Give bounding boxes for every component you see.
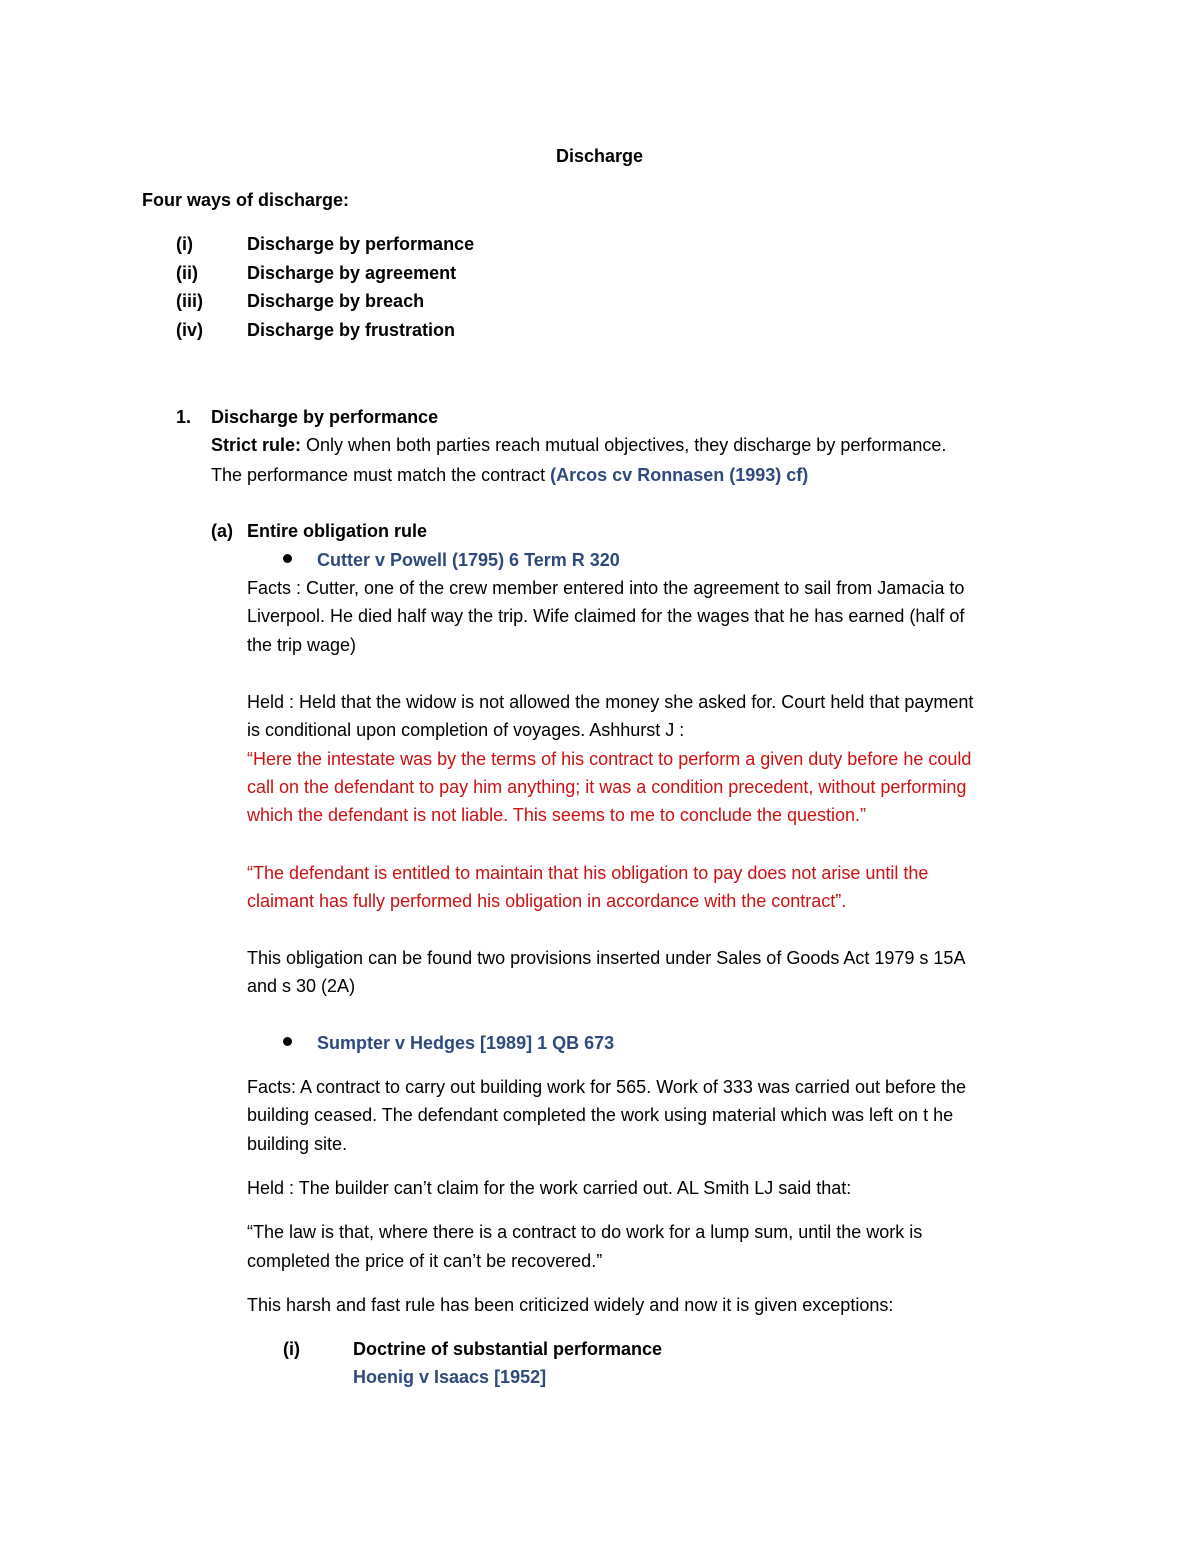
list-item: Discharge by agreement xyxy=(247,263,457,283)
case-citation: Sumpter v Hedges [1989] 1 QB 673 xyxy=(317,1033,615,1053)
list-item: Discharge by breach xyxy=(247,291,425,311)
facts-line: Facts: A contract to carry out building work for 565. Work of 333 was carried out before the xyxy=(247,1077,967,1097)
list-item: Discharge by performance xyxy=(247,234,475,254)
exception-number: (i) xyxy=(283,1339,300,1359)
facts-line: the trip wage) xyxy=(247,635,357,655)
subsection-number: (a) xyxy=(211,521,233,541)
held-line: is conditional upon completion of voyages. Ashhurst J : xyxy=(247,720,685,740)
quote-line: “The defendant is entitled to maintain that his obligation to pay does not arise until the xyxy=(247,863,929,883)
section-number: 1. xyxy=(176,407,192,427)
quote-line: “Here the intestate was by the terms of his contract to perform a given duty before he could xyxy=(247,749,972,769)
section-heading: Discharge by performance xyxy=(211,407,439,427)
bullet-icon xyxy=(283,554,292,563)
facts-line: Facts : Cutter, one of the crew member entered into the agreement to sail from Jamacia to xyxy=(247,578,965,598)
quote-line: which the defendant is not liable. This seems to me to conclude the question.” xyxy=(247,805,867,825)
performance-match-line xyxy=(211,461,808,490)
facts-line: building site. xyxy=(247,1134,348,1154)
held-line: Held : The builder can’t claim for the work carried out. AL Smith LJ said that: xyxy=(247,1178,852,1198)
exceptions-intro: This harsh and fast rule has been criticized widely and now it is given exceptions: xyxy=(247,1295,894,1315)
quote-line: “The law is that, where there is a contract to do work for a lump sum, until the work is xyxy=(247,1222,923,1242)
strict-rule-label: Strict rule: xyxy=(211,435,302,455)
intro-heading: Four ways of discharge: xyxy=(142,190,350,210)
bullet-icon xyxy=(283,1037,292,1046)
strict-rule-text: Only when both parties reach mutual objectives, they discharge by performance. xyxy=(301,435,947,455)
list-item-number: (iii) xyxy=(176,291,203,311)
page-title: Discharge xyxy=(556,146,644,166)
list-item: Discharge by frustration xyxy=(247,320,456,340)
quote-line: call on the defendant to pay him anything; it was a condition precedent, without performing xyxy=(247,777,967,797)
performance-match-text: The performance must match the contract xyxy=(211,465,551,485)
held-line: Held : Held that the widow is not allowed the money she asked for. Court held that payment xyxy=(247,692,974,712)
facts-line: building ceased. The defendant completed the work using material which was left on t he xyxy=(247,1105,954,1125)
strict-rule-line xyxy=(211,431,946,460)
quote-line: completed the price of it can’t be recovered.” xyxy=(247,1251,603,1271)
quote-line: claimant has fully performed his obligation in accordance with the contract”. xyxy=(247,891,847,911)
case-citation: (Arcos cv Ronnasen (1993) cf) xyxy=(550,465,809,485)
facts-line: Liverpool. He died half way the trip. Wife claimed for the wages that he has earned (half of xyxy=(247,606,965,626)
case-citation: Cutter v Powell (1795) 6 Term R 320 xyxy=(317,550,620,570)
provision-line: This obligation can be found two provisions inserted under Sales of Goods Act 1979 s 15A xyxy=(247,948,966,968)
subsection-heading: Entire obligation rule xyxy=(247,521,428,541)
list-item-number: (ii) xyxy=(176,263,198,283)
case-citation: Hoenig v Isaacs [1952] xyxy=(353,1367,547,1387)
provision-line: and s 30 (2A) xyxy=(247,976,356,996)
exception-heading: Doctrine of substantial performance xyxy=(353,1339,663,1359)
list-item-number: (iv) xyxy=(176,320,203,340)
list-item-number: (i) xyxy=(176,234,193,254)
